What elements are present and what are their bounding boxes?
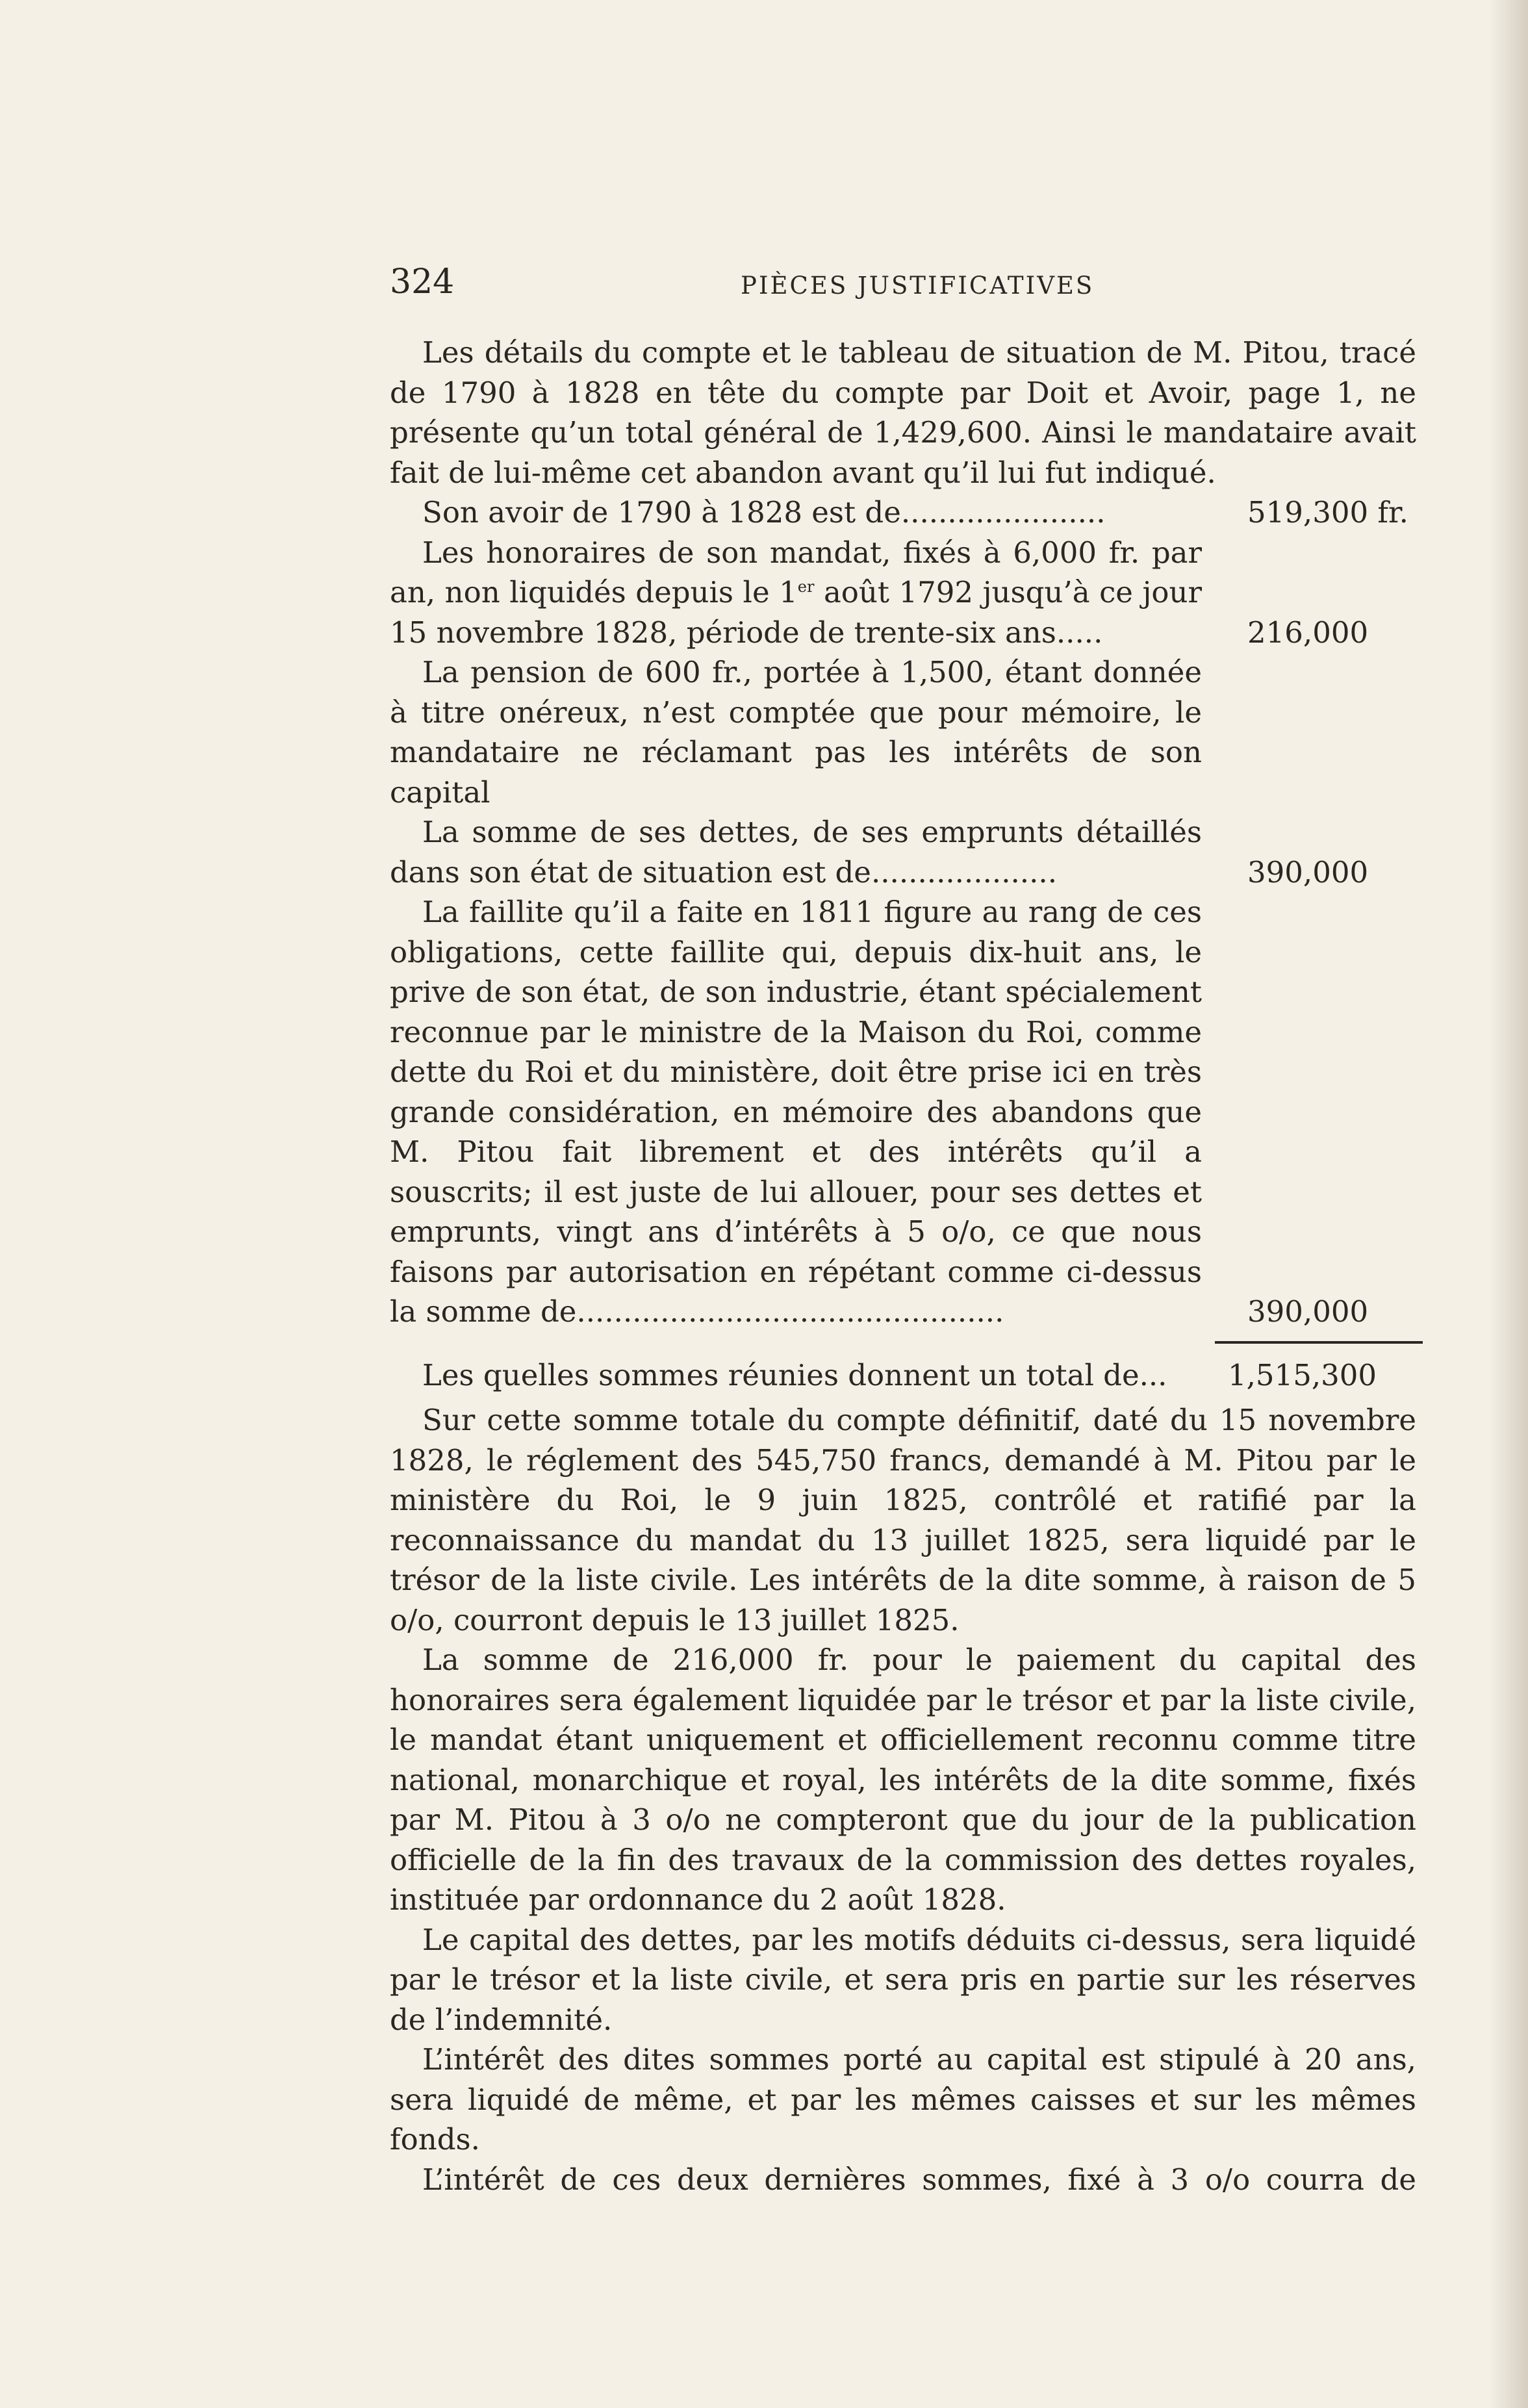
page-edge-shadow <box>1489 0 1528 2408</box>
ledger-label: La somme de ses dettes, de ses emprunts détaillés dans son état de situation est de.................... <box>390 815 1202 890</box>
total-amount: 1,515,300 <box>1228 1357 1377 1392</box>
total-rule <box>1215 1341 1423 1344</box>
paragraph-intro: Les détails du compte et le tableau de situation de M. Pitou, tracé de 1790 à 1828 en tête du compte par Doit et Avoir, page 1, ne présente qu’un total général de 1,429,600. Ainsi le mandataire avait fait de lui-même cet abandon avant qu’il lui fut indiqué. <box>390 335 1416 490</box>
ledger-row-pension <box>390 652 1416 812</box>
page-header <box>390 263 1416 308</box>
ledger-label: La faillite qu’il a faite en 1811 figure au rang de ces obligations, cette faillite qui, depuis dix-huit ans, le prive de son état, de son industrie, étant spécialement reconnue par le ministre de la Maison du Roi, comme dette du Roi et du ministère, doit être prise ici en très grande considération, en mémoire des abandons que M. Pitou fait librement et des intérêts qu’il a souscrits; il est juste de lui allouer, pour ses dettes et emprunts, vingt ans d’intérêts à 5 o/o, ce que nous faisons par autorisation en répétant comme ci-dessus la somme de.............................................. <box>390 895 1202 1329</box>
paragraph-honoraires: La somme de 216,000 fr. pour le paiement du capital des honoraires sera également liquidée par le trésor et par la liste civile, le mandat étant uniquement et officiellement reconnu comme titre national, monarchique et royal, les intérêts de la dite somme, fixés par M. Pitou à 3 o/o ne compteront que du jour de la publication officielle de la fin des travaux de la commission des dettes royales, instituée par ordonnance du 2 août 1828. <box>390 1643 1416 1917</box>
paragraph-interet: L’intérêt des dites sommes porté au capital est stipulé à 20 ans, sera liquidé de même, et par les mêmes caisses et sur les mêmes fonds. <box>390 2042 1416 2157</box>
paragraph-capital-dettes: Le capital des dettes, par les motifs déduits ci-dessus, sera liquidé par le trésor et la liste civile, et sera pris en partie sur les réserves de l’indemnité. <box>390 1922 1416 2037</box>
ledger-amount: 519,300 fr. <box>1247 495 1408 530</box>
paragraph-reglement: Sur cette somme totale du compte définitif, daté du 15 novembre 1828, le réglement des 545,750 francs, demandé à M. Pitou par le ministère du Roi, le 9 juin 1825, contrôlé et ratifié par la reconnaissance du mandat du 13 juillet 1825, sera liquidé par le trésor de la liste civile. Les intérêts de la dite somme, à raison de 5 o/o, courront depuis le 13 juillet 1825. <box>390 1403 1416 1637</box>
ledger-row-faillite <box>390 892 1416 1332</box>
page-number: 324 <box>390 263 455 301</box>
running-head: PIÈCES JUSTIFICATIVES <box>741 272 1095 300</box>
ledger-label-part-a: Les honoraires de son mandat, fixés à 6,000 fr. par an, non liquidés depuis le 1 <box>390 535 1202 609</box>
ledger-row-dettes <box>390 812 1416 892</box>
ledger-row-avoir <box>390 493 1416 533</box>
ledger-label: La pension de 600 fr., portée à 1,500, étant donnée à titre onéreux, n’est comptée que pour mémoire, le mandataire ne réclamant pas les intérêts de son capital <box>390 655 1202 810</box>
ledger-amount: 216,000 <box>1247 615 1369 650</box>
ledger-row-honoraires <box>390 533 1416 653</box>
superscript-er: er <box>797 578 815 596</box>
page-body <box>390 333 1416 2199</box>
total-label: Les quelles sommes réunies donnent un total de... <box>422 1357 1167 1392</box>
ledger-row-total <box>390 1355 1416 1396</box>
ledger-label: Son avoir de 1790 à 1828 est de...................... <box>422 495 1106 530</box>
ledger-amount: 390,000 <box>1247 1294 1369 1329</box>
ledger-label <box>390 533 1202 653</box>
ledger-label-part-b: août 1792 jusqu’à ce jour 15 novembre 1828, période de trente-six ans..... <box>390 575 1202 650</box>
paragraph-interet-final: L’intérêt de ces deux dernières sommes, fixé à 3 o/o courra de <box>422 2162 1416 2197</box>
ledger-amount: 390,000 <box>1247 854 1369 890</box>
